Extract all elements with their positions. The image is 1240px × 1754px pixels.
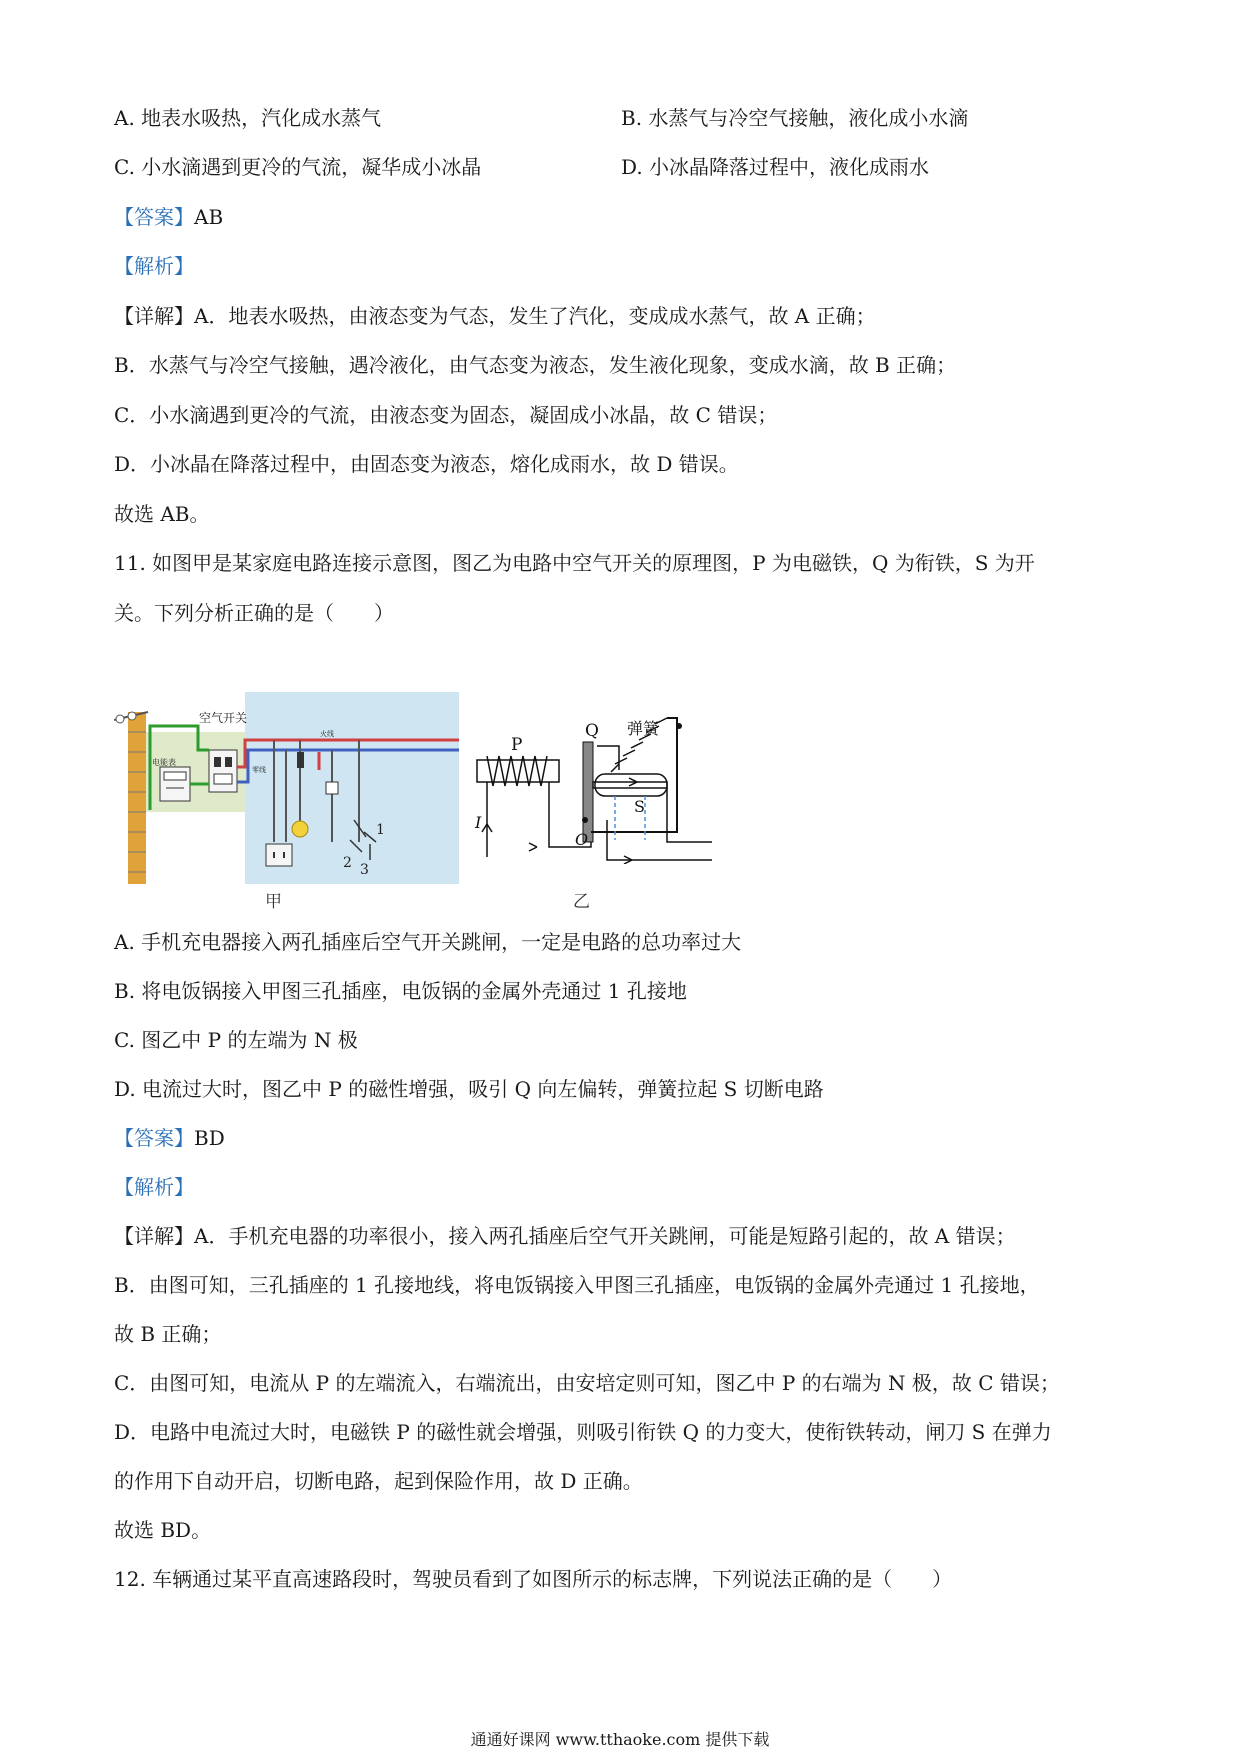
q11-answer [114,1124,225,1152]
q10-detail-3: C．小水滴遇到更冷的气流，由液态变为固态，凝固成小冰晶，故 C 错误； [114,403,778,427]
q11-option-b: B. 将电饭锅接入甲图三孔插座，电饭锅的金属外壳通过 1 孔接地 [114,979,687,1003]
q10-option-d: D. 小冰晶降落过程中，液化成雨水 [621,155,930,179]
caption-yi: 乙 [573,892,590,912]
meter-label: 电能表 [152,758,176,767]
live-label: 火线 [320,730,334,738]
q11-conclusion: 故选 BD。 [114,1518,212,1542]
socket-hole-2-label: 2 [343,855,352,871]
q10-option-b: B. 水蒸气与冷空气接触，液化成小水滴 [621,106,969,130]
answer-tag: 【答案】 [114,1126,194,1150]
answer-value: BD [194,1126,225,1150]
q10-analysis-tag: 【解析】 [114,254,194,278]
q11-option-c: C. 图乙中 P 的左端为 N 极 [114,1028,358,1052]
q10-option-c: C. 小水滴遇到更冷的气流，凝华成小冰晶 [114,155,482,179]
label-current: I [475,813,482,832]
page-footer: 通通好课网 www.tthaoke.com 提供下载 [470,1730,770,1749]
two-hole-socket-icon [266,844,292,866]
q11-stem-2: 关。下列分析正确的是（ ） [114,601,394,625]
socket-hole-3-label: 3 [360,862,369,878]
caption-jia: 甲 [265,892,282,912]
label-p: P [511,735,523,755]
electromagnet-p [477,756,559,786]
q11-option-a: A. 手机充电器接入两孔插座后空气开关跳闸，一定是电路的总功率过大 [114,930,742,954]
q12-stem: 12. 车辆通过某平直高速路段时，驾驶员看到了如图所示的标志牌，下列说法正确的是（ ） [114,1567,953,1591]
figure-yi-air-switch-principle [467,712,732,864]
figure-jia-household-circuit [114,692,459,884]
q10-detail-4: D．小冰晶在降落过程中，由固态变为液态，熔化成雨水，故 D 错误。 [114,452,739,476]
socket-hole-1-label: 1 [376,822,385,838]
q10-detail-2: B．水蒸气与冷空气接触，遇冷液化，由气态变为液态，发生液化现象，变成水滴，故 B 正确； [114,353,957,377]
q11-detail-6: 的作用下自动开启，切断电路，起到保险作用，故 D 正确。 [114,1469,643,1493]
energy-meter-icon [160,767,190,801]
neutral-label: 零线 [252,766,266,774]
q11-detail-5: D．电路中电流过大时，电磁铁 P 的磁性就会增强，则吸引衔铁 Q 的力变大，使衔铁转动，闸刀 S 在弹力 [114,1420,1052,1444]
q11-analysis-tag: 【解析】 [114,1175,194,1199]
wall [128,712,146,884]
armature-q [583,742,593,842]
q11-option-d: D. 电流过大时，图乙中 P 的磁性增强，吸引 Q 向左偏转，弹簧拉起 S 切断电路 [114,1077,824,1101]
q10-detail-1: 【详解】A．地表水吸热，由液态变为气态，发生了汽化，变成成水蒸气，故 A 正确； [114,304,876,328]
detail-tag: 【详解】 [114,1224,194,1248]
label-pivot: O [575,830,589,849]
q11-detail-2: B．由图可知，三孔插座的 1 孔接地线，将电饭锅接入甲图三孔插座，电饭锅的金属外壳通过 1 孔接地， [114,1273,1040,1297]
air-switch-icon [209,750,237,792]
q11-detail-1: 【详解】A．手机充电器的功率很小，接入两孔插座后空气开关跳闸，可能是短路引起的，故 A 错误； [114,1224,1016,1248]
label-spring: 弹簧 [627,719,660,738]
q11-detail-4: C．由图可知，电流从 P 的左端流入，右端流出，由安培定则可知，图乙中 P 的右端为 N 极，故 C 错误； [114,1371,1060,1395]
detail-tag: 【详解】 [114,304,194,328]
air-switch-label: 空气开关 [199,711,248,725]
q10-option-a: A. 地表水吸热，汽化成水蒸气 [114,106,382,130]
q10-conclusion: 故选 AB。 [114,502,210,526]
answer-tag: 【答案】 [114,205,194,229]
answer-value: AB [194,205,224,229]
q11-detail-3: 故 B 正确； [114,1322,222,1346]
q11-stem-1: 11. 如图甲是某家庭电路连接示意图，图乙为电路中空气开关的原理图，P 为电磁铁，Q 为衔铁，S 为开 [114,551,1035,575]
q10-answer [114,203,223,231]
label-q: Q [585,721,599,741]
label-s: S [634,797,645,816]
